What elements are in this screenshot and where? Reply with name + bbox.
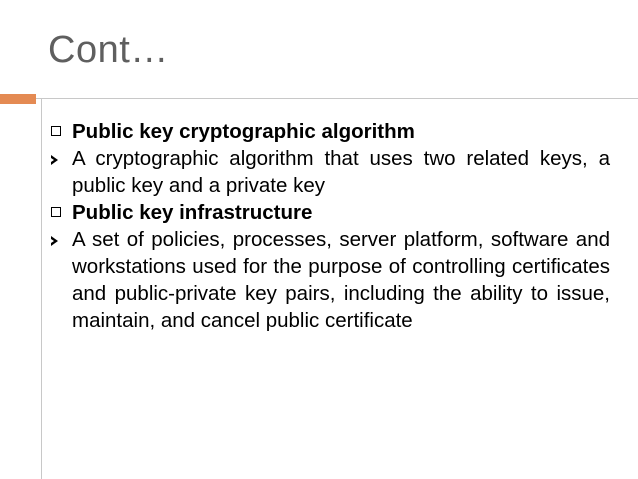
square-bullet-icon xyxy=(51,126,61,136)
slide-title: Cont… xyxy=(48,29,169,71)
arrow-bullet-icon xyxy=(51,155,58,165)
bullet-item xyxy=(48,226,610,334)
bullet-text: A set of policies, processes, server platform, software and workstations used for the purpose of controlling certificates and public-private key pairs, including the ability to issue, maintain, and cancel public certificate xyxy=(72,228,610,332)
bullet-text: A cryptographic algorithm that uses two related keys, a public key and a private key xyxy=(72,147,610,197)
bullet-heading: Public key cryptographic algorithm xyxy=(72,120,415,143)
bullet-item xyxy=(48,145,610,199)
bullet-list xyxy=(48,118,610,334)
bullet-marker xyxy=(48,145,72,165)
bullet-item xyxy=(48,199,610,226)
bullet-heading: Public key infrastructure xyxy=(72,201,313,224)
square-bullet-icon xyxy=(51,207,61,217)
bullet-item xyxy=(48,118,610,145)
left-divider-line xyxy=(41,99,42,479)
arrow-bullet-icon xyxy=(51,236,58,246)
bullet-marker xyxy=(48,226,72,246)
bullet-marker xyxy=(48,199,72,217)
title-accent-bar xyxy=(0,94,36,104)
bullet-marker xyxy=(48,118,72,136)
title-divider-line xyxy=(36,98,638,99)
